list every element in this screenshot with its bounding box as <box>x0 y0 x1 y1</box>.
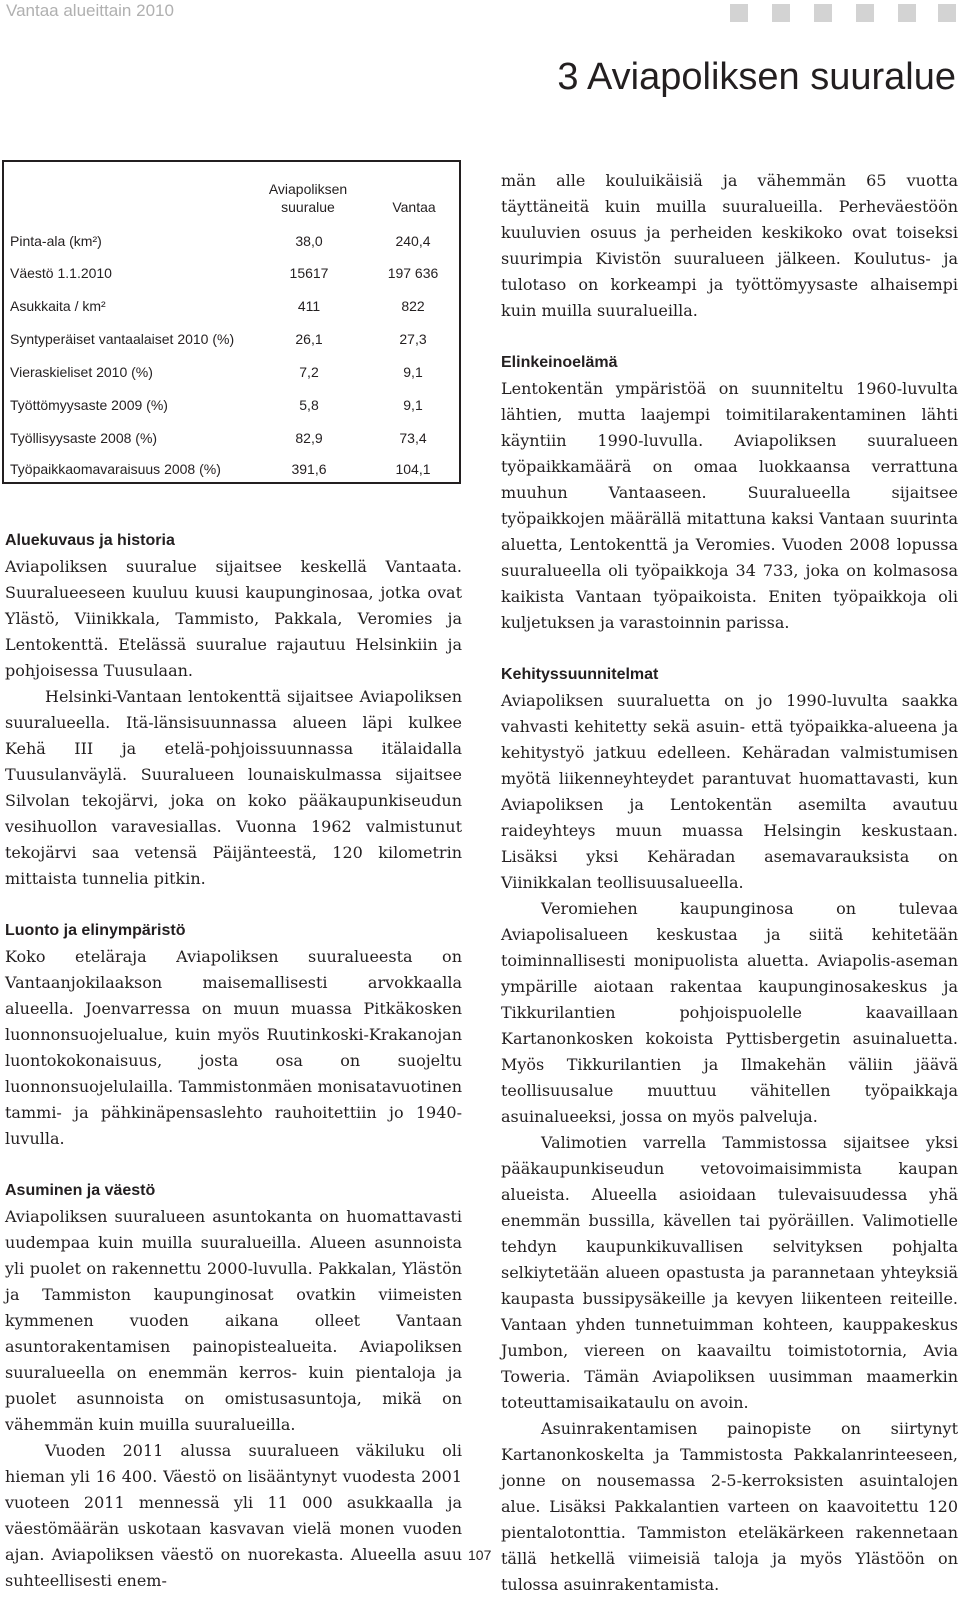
decorative-square <box>814 4 832 22</box>
paragraph: Aviapoliksen suuralueen asuntokanta on huomattavasti uudempaa kuin muilla suuralueilla. Alueen asunnoista yli puolet on rakennettu 2000-luvulla. Pakkalan, Ylästön ja Tammiston kaupunginosat ovatkin viimeisten kymmenen vuoden aikana olleet Vantaan asuntorakentamisen painopistealueita. Aviapoliksen suuralueella on enemmän kerros- kuin pientaloja ja puolet asunnoista on omistusasuntoja, mikä on vähemmän kuin muilla suuralueilla. <box>5 1207 462 1434</box>
paragraph: Aviapoliksen suuralue sijaitsee keskellä Vantaata. Suuralueeseen kuuluu kuusi kaupunginosaa, jotka ovat Ylästö, Viinikkala, Tammisto, Pakkala, Veromies ja Lentokenttä. Etelässä suuralue rajautuu Helsinkiin ja pohjoisessa Tuusulaan. <box>5 557 462 680</box>
paragraph: Veromiehen kaupunginosa on tulevaa Aviapolisalueen keskustaa ja siitä kehitetään toiminnallisesti monipuolista aluetta. Aviapolis-aseman ympärille aiotaan rakentaa kaupunginosakeskus ja Tikkurilantien pohjoispuolelle kaavaillaan Kartanonkosken kokoista Pyttisbergetin asuinaluetta. Myös Tikkurilantien ja Ilmakehän väliin jäävä teollisuusalue muuttuu vähitellen työpaikkaja asuinalueeksi, jossa on myös palveluja. <box>501 899 958 1126</box>
chapter-title: 3 Aviapoliksen suuralue <box>557 56 956 98</box>
paragraph: Asuinrakentamisen painopiste on siirtynyt Kartanonkoskelta ja Tammistosta Pakkalanrinteeseen, jonne on nousemassa 2-5-kerroksisten asuintalojen alue. Lisäksi Pakkalantien varteen on kaavoitettu 120 pientalotonttia. Tammiston eteläkärkeen rakennetaan tällä hetkellä viimeisiä taloja ja myös Ylästöön on tulossa asuinrakentamista. <box>501 1419 958 1594</box>
decorative-square <box>938 4 956 22</box>
table-row: Työllisyysaste 2008 (%) 82,9 73,4 <box>10 430 427 446</box>
paragraph: Helsinki-Vantaan lentokenttä sijaitsee Aviapoliksen suuralueella. Itä-länsisuunnassa alueen läpi kulkee Kehä III ja etelä-pohjoissuunnassa itälaidalla Tuusulanväylä. Suuralueen lounaiskulmassa sijaitsee Silvolan tekojärvi, joka on koko pääkaupunkiseudun vesihuollon varavesiallas. Vuonna 1962 valmistunut tekojärvi saa vetensä Päijänteestä, 120 kilometrin mittaista tunnelia pitkin. <box>5 687 462 888</box>
section-heading: Luonto ja elinympäristö <box>5 922 186 939</box>
paragraph: Vuoden 2011 alussa suuralueen väkiluku oli hieman yli 16 400. Väestö on lisääntynyt vuodesta 2001 vuoteen 2011 mennessä yli 11 000 asukkaalla ja väestömäärän uskotaan kasvavan vielä monen vuoden ajan. Aviapoliksen väestö on nuorekasta. Alueella asuu suhteellisesti enem- <box>5 1441 462 1590</box>
stats-col-header-area: Aviapoliksen suuralue <box>268 181 348 215</box>
right-column <box>501 168 958 1598</box>
paragraph: Lentokentän ympäristöä on suunniteltu 1960-luvulta lähtien, mutta laajempi toimitilarakentaminen lähti käyntiin 1990-luvulla. Aviapoliksen suuralueen työpaikkamäärä on omaa luokkaansa verrattuna muuhun Vantaaseen. Suuralueella sijaitsee työpaikkojen määrällä mitattuna kaksi Vantaan suurinta aluetta, Lentokenttä ja Veromies. Vuoden 2008 lopussa suuralueella oli työpaikkoja 34 733, joka on kolmasosa kaikista Vantaan työpaikoista. Eniten työpaikkoja oli kuljetuksen ja varastoinnin parissa. <box>501 379 958 632</box>
table-row: Syntyperäiset vantaalaiset 2010 (%) 26,1 27,3 <box>10 331 427 347</box>
table-row: Työpaikkaomavaraisuus 2008 (%) 391,6 104,1 <box>10 461 431 477</box>
paragraph: Aviapoliksen suuraluetta on jo 1990-luvulta saakka vahvasti kehitetty sekä asuin- että työpaikka-alueena ja kehitystyö jatkuu edelleen. Kehäradan valmistumisen myötä liikenneyhteydet parantuvat huomattavasti, kun Aviapoliksen ja Lentokentän asemilta avautuu raideyhteys muun muassa Helsingin keskustaan. Lisäksi yksi Kehäradan asemavarauksista on Viinikkalan teollisuusalueella. <box>501 691 958 892</box>
section-heading: Aluekuvaus ja historia <box>5 532 175 549</box>
paragraph: Valimotien varrella Tammistossa sijaitsee yksi pääkaupunkiseudun vetovoimaisimmista kaupan alueista. Alueella asioidaan tulevaisuudessa yhä enemmän bussilla, kävellen tai pyöräillen. Valimotielle tehdyn kaupunkikuvallisen selvityksen pohjalta selkiytetään alueen opastusta ja parannetaan yhteyksiä kaupasta bussipysäkeille ja kevyen liikenteen reiteille. Vantaan yhden tunnetuimman kohteen, kauppakeskus Jumbon, viereen on kaavailtu toimistotornia, Avia Toweria. Tämän Aviapoliksen uusimman maamerkin toteuttamisaikataulu on avoin. <box>501 1133 958 1412</box>
left-column <box>5 528 462 1594</box>
decorative-square <box>898 4 916 22</box>
stats-col-header-vantaa: Vantaa <box>392 199 436 215</box>
table-row: Väestö 1.1.2010 15617 197 636 <box>10 265 439 281</box>
section-heading: Elinkeinoelämä <box>501 354 618 371</box>
table-row: Työttömyysaste 2009 (%) 5,8 9,1 <box>10 397 423 413</box>
section-heading: Asuminen ja väestö <box>5 1182 156 1199</box>
decorative-square <box>772 4 790 22</box>
running-head: Vantaa alueittain 2010 <box>6 1 174 20</box>
section-heading: Kehityssuunnitelmat <box>501 666 659 683</box>
paragraph: Koko eteläraja Aviapoliksen suuralueesta on Vantaanjokilaakson maisemallisesti arvokkaalla alueella. Joenvarressa on muun muassa Pitkäkosken luonnonsuojelualue, kuin myös Ruutinkoski-Krakanojan luontokokonaisuus, josta osa on suojeltu luonnonsuojelulailla. Tammistonmäen monisatavuotinen tammi- ja pähkinäpensaslehto rauhoitettiin jo 1940-luvulla. <box>5 947 462 1148</box>
decorative-square <box>730 4 748 22</box>
table-row: Pinta-ala (km²) 38,0 240,4 <box>10 233 431 249</box>
page-number: 107 <box>468 1547 492 1563</box>
decorative-squares <box>730 4 956 22</box>
stats-table <box>2 160 461 484</box>
table-row: Asukkaita / km² 411 822 <box>10 298 425 314</box>
paragraph: män alle kouluikäisiä ja vähemmän 65 vuotta täyttäneitä kuin muilla suuralueilla. Perheväestöön kuuluvien osuus ja perheiden keskikoko ovat toiseksi suurimpia Kivistön suuralueen jälkeen. Koulutus- ja tulotaso on korkeampi ja työttömyysaste alhaisempi kuin muilla suuralueilla. <box>501 171 958 320</box>
decorative-square <box>856 4 874 22</box>
table-row: Vieraskieliset 2010 (%) 7,2 9,1 <box>10 364 423 380</box>
